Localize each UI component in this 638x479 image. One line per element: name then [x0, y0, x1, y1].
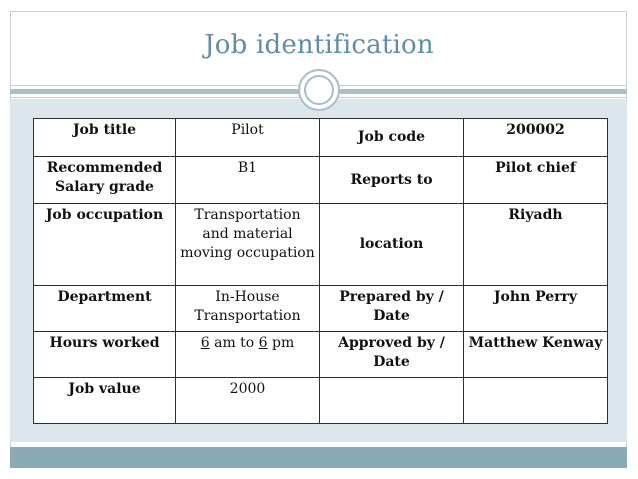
cell-reports-to-label: Reports to	[320, 157, 464, 204]
cell-empty	[464, 378, 608, 424]
cell-job-title-value: Pilot	[176, 119, 320, 157]
table-row	[34, 204, 608, 286]
cell-job-code-value: 200002	[464, 119, 608, 157]
cell-job-title-label: Job title	[34, 119, 176, 157]
table-row	[34, 332, 608, 378]
cell-salary-grade-value: B1	[176, 157, 320, 204]
cell-department-label: Department	[34, 286, 176, 332]
cell-job-value-label: Job value	[34, 378, 176, 424]
cell-approved-by-value: Matthew Kenway	[464, 332, 608, 378]
cell-location-label: location	[320, 204, 464, 286]
table-row	[34, 119, 608, 157]
table-row	[34, 378, 608, 424]
footer-band	[10, 447, 627, 468]
cell-salary-grade-label: Recommended Salary grade	[34, 157, 176, 204]
cell-approved-by-label: Approved by / Date	[320, 332, 464, 378]
cell-job-value-value: 2000	[176, 378, 320, 424]
cell-job-occupation-value: Transportation and material moving occupation	[176, 204, 320, 286]
cell-hours-worked-label: Hours worked	[34, 332, 176, 378]
cell-location-value: Riyadh	[464, 204, 608, 286]
circle-ornament-icon	[298, 69, 340, 111]
job-identification-table	[33, 118, 608, 424]
cell-job-code-label: Job code	[320, 119, 464, 157]
table-row	[34, 157, 608, 204]
cell-job-occupation-label: Job occupation	[34, 204, 176, 286]
table-row	[34, 286, 608, 332]
cell-department-value: In-House Transportation	[176, 286, 320, 332]
cell-hours-worked-value: 6 am to 6 pm	[176, 332, 320, 378]
cell-prepared-by-label: Prepared by / Date	[320, 286, 464, 332]
cell-empty	[320, 378, 464, 424]
cell-reports-to-value: Pilot chief	[464, 157, 608, 204]
cell-prepared-by-value: John Perry	[464, 286, 608, 332]
slide-title: Job identification	[204, 30, 434, 60]
